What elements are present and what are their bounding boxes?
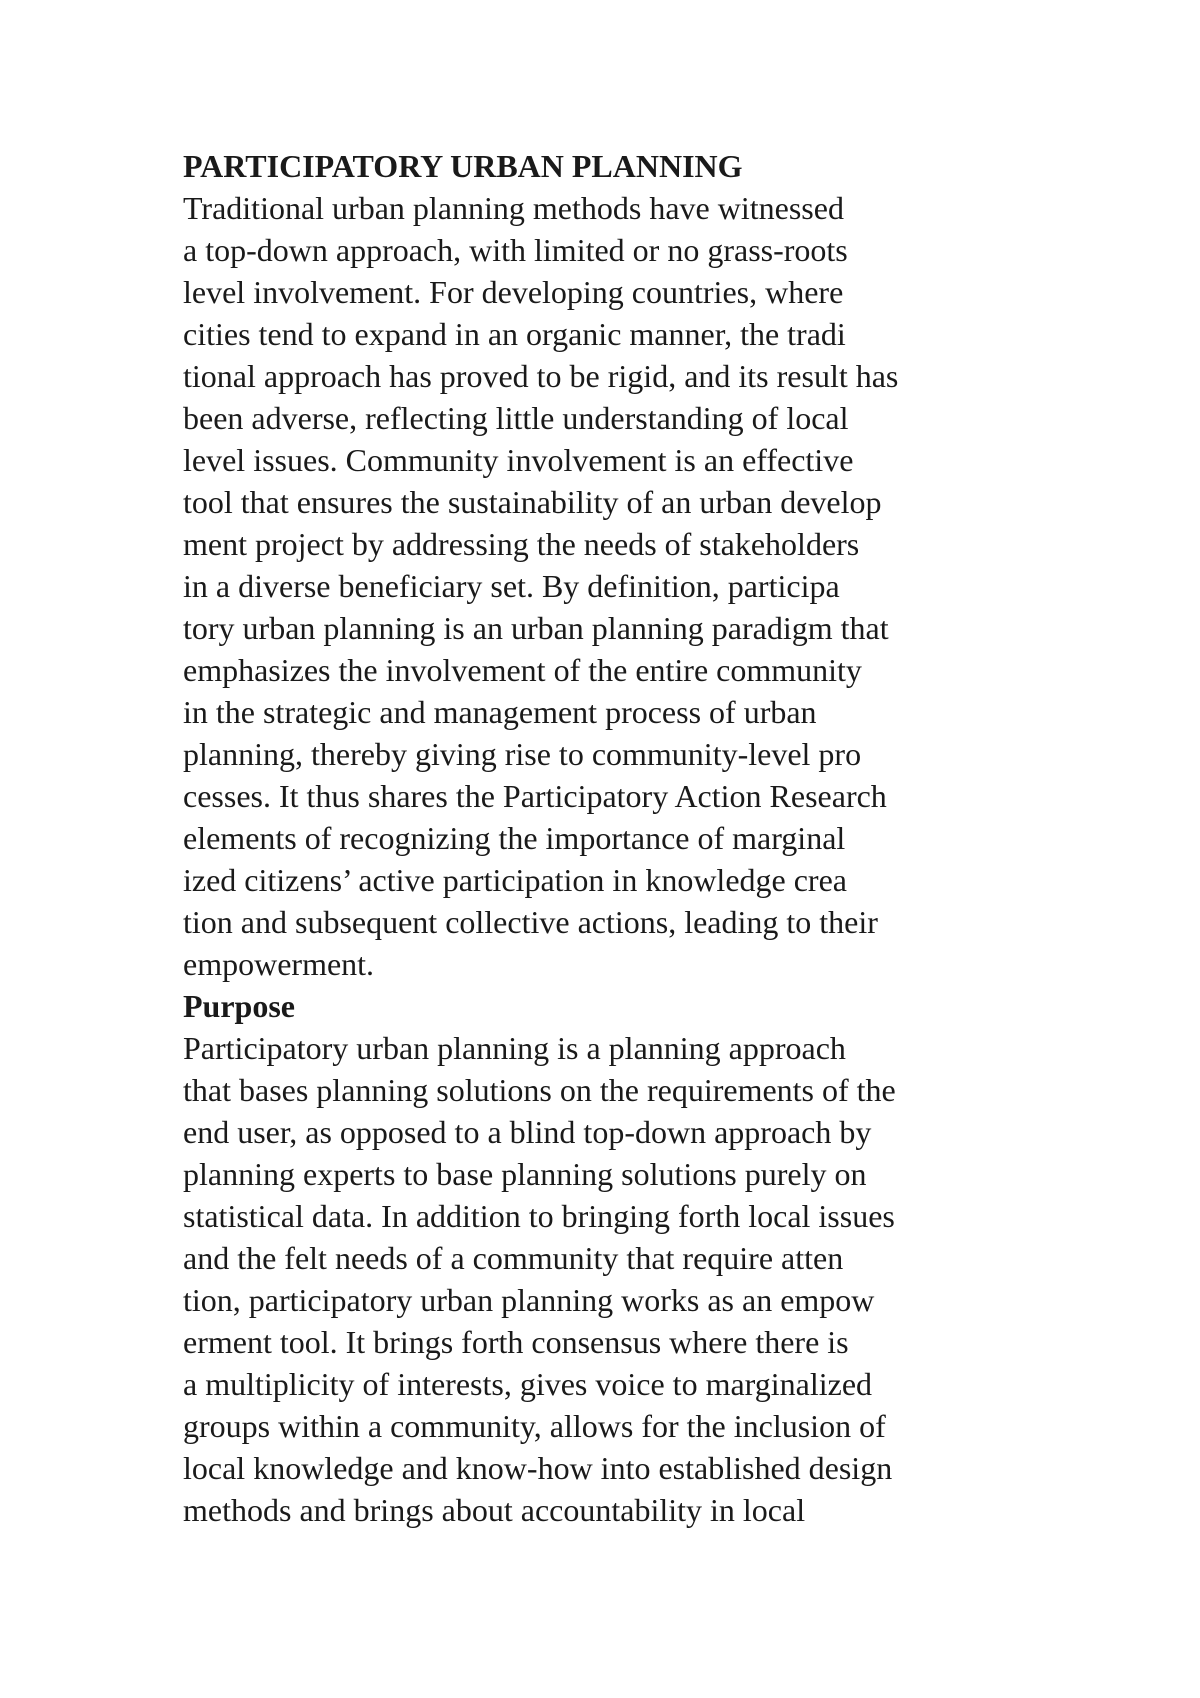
intro-line: cities tend to expand in an organic manner, the tradi — [183, 316, 846, 352]
intro-line: planning, thereby giving rise to community-level pro — [183, 736, 862, 772]
intro-paragraph — [183, 187, 1083, 985]
intro-line: in a diverse beneficiary set. By definition, participa — [183, 568, 840, 604]
intro-line: ized citizens’ active participation in knowledge crea — [183, 862, 847, 898]
purpose-line: tion, participatory urban planning works as an empow — [183, 1282, 875, 1318]
purpose-line: methods and brings about accountability in local — [183, 1492, 806, 1528]
purpose-line: erment tool. It brings forth consensus where there is — [183, 1324, 849, 1360]
intro-line: empowerment. — [183, 946, 375, 982]
purpose-line: and the felt needs of a community that require atten — [183, 1240, 844, 1276]
intro-line: tory urban planning is an urban planning paradigm that — [183, 610, 889, 646]
intro-line: been adverse, reflecting little understanding of local — [183, 400, 849, 436]
intro-line: level involvement. For developing countries, where — [183, 274, 844, 310]
purpose-line: planning experts to base planning solutions purely on — [183, 1156, 867, 1192]
intro-line: tool that ensures the sustainability of an urban develop — [183, 484, 882, 520]
purpose-line: end user, as opposed to a blind top-down approach by — [183, 1114, 872, 1150]
purpose-line: groups within a community, allows for the inclusion of — [183, 1408, 886, 1444]
intro-line: tional approach has proved to be rigid, and its result has — [183, 358, 899, 394]
document-title: PARTICIPATORY URBAN PLANNING — [183, 148, 743, 184]
purpose-paragraph — [183, 1027, 1083, 1531]
intro-line: elements of recognizing the importance of marginal — [183, 820, 846, 856]
intro-line: tion and subsequent collective actions, leading to their — [183, 904, 878, 940]
purpose-line: statistical data. In addition to bringing forth local issues — [183, 1198, 895, 1234]
intro-line: Traditional urban planning methods have witnessed — [183, 190, 844, 226]
purpose-heading: Purpose — [183, 988, 295, 1024]
intro-line: cesses. It thus shares the Participatory Action Research — [183, 778, 887, 814]
purpose-line: local knowledge and know-how into established design — [183, 1450, 893, 1486]
intro-line: in the strategic and management process of urban — [183, 694, 817, 730]
purpose-line: that bases planning solutions on the requirements of the — [183, 1072, 896, 1108]
intro-line: emphasizes the involvement of the entire community — [183, 652, 862, 688]
intro-line: level issues. Community involvement is an effective — [183, 442, 854, 478]
purpose-line: Participatory urban planning is a planning approach — [183, 1030, 846, 1066]
intro-line: a top-down approach, with limited or no grass-roots — [183, 232, 848, 268]
purpose-line: a multiplicity of interests, gives voice to marginalized — [183, 1366, 873, 1402]
intro-line: ment project by addressing the needs of stakeholders — [183, 526, 860, 562]
document-body — [183, 145, 1083, 1531]
